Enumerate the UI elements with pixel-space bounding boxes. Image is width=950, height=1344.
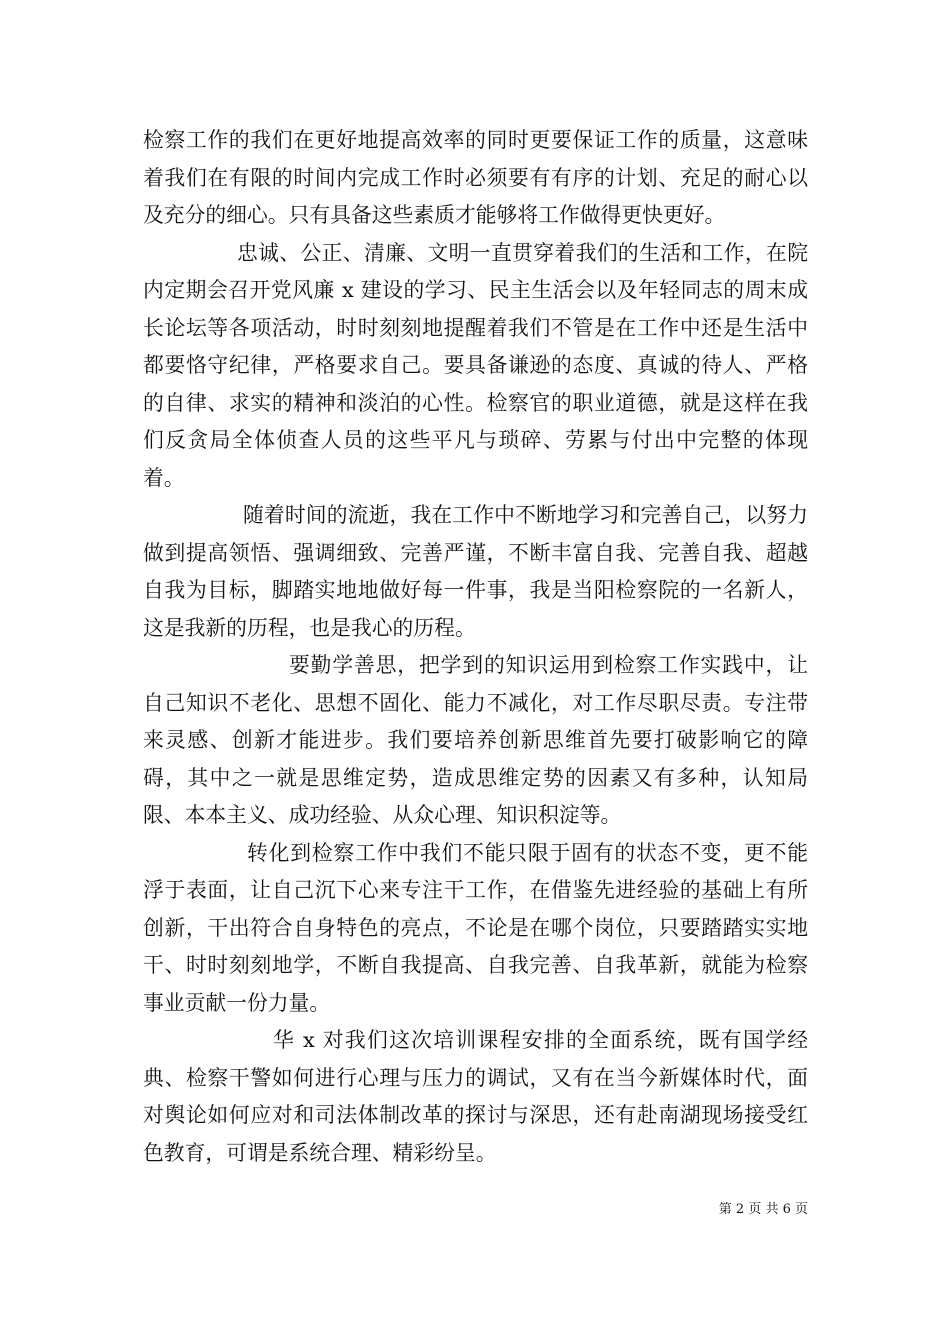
page-number: 第 2 页 共 6 页 (718, 1202, 808, 1217)
paragraph-6: 华 x 对我们这次培训课程安排的全面系统，既有国学经典、检察干警如何进行心理与压力的调试，又有在当今新媒体时代，面对舆论如何应对和司法体制改革的探讨与深思，还有赴南湖现场接受红色教育，可谓是系统合理、精彩纷呈。 (143, 1028, 808, 1165)
paragraph-3: 随着时间的流逝，我在工作中不断地学习和完善自己，以努力做到提高领悟、强调细致、完善严谨，不断丰富自我、完善自我、超越自我为目标，脚踏实地地做好每一件事，我是当阳检察院的一名新人，这是我新的历程，也是我心的历程。 (143, 503, 808, 640)
paragraph-5: 转化到检察工作中我们不能只限于固有的状态不变，更不能浮于表面，让自己沉下心来专注干工作，在借鉴先进经验的基础上有所创新，干出符合自身特色的亮点，不论是在哪个岗位，只要踏踏实实地干、时时刻刻地学，不断自我提高、自我完善、自我革新，就能为检察事业贡献一份力量。 (143, 840, 808, 1015)
document-body (143, 122, 808, 1172)
paragraph-1: 检察工作的我们在更好地提高效率的同时更要保证工作的质量，这意味着我们在有限的时间内完成工作时必须要有有序的计划、充足的耐心以及充分的细心。只有具备这些素质才能够将工作做得更快更好。 (143, 128, 808, 227)
paragraph-2: 忠诚、公正、清廉、文明一直贯穿着我们的生活和工作，在院内定期会召开党风廉 x 建设的学习、民主生活会以及年轻同志的周末成长论坛等各项活动，时时刻刻地提醒着我们不管是在工作中还是生活中都要恪守纪律，严格要求自己。要具备谦逊的态度、真诚的待人、严格的自律、求实的精神和淡泊的心性。检察官的职业道德，就是这样在我们反贪局全体侦查人员的这些平凡与琐碎、劳累与付出中完整的体现着。 (143, 240, 808, 490)
paragraph-4: 要勤学善思，把学到的知识运用到检察工作实践中，让自己知识不老化、思想不固化、能力不减化，对工作尽职尽责。专注带来灵感、创新才能进步。我们要培养创新思维首先要打破影响它的障碍，其中之一就是思维定势，造成思维定势的因素又有多种，认知局限、本本主义、成功经验、从众心理、知识积淀等。 (143, 653, 808, 827)
